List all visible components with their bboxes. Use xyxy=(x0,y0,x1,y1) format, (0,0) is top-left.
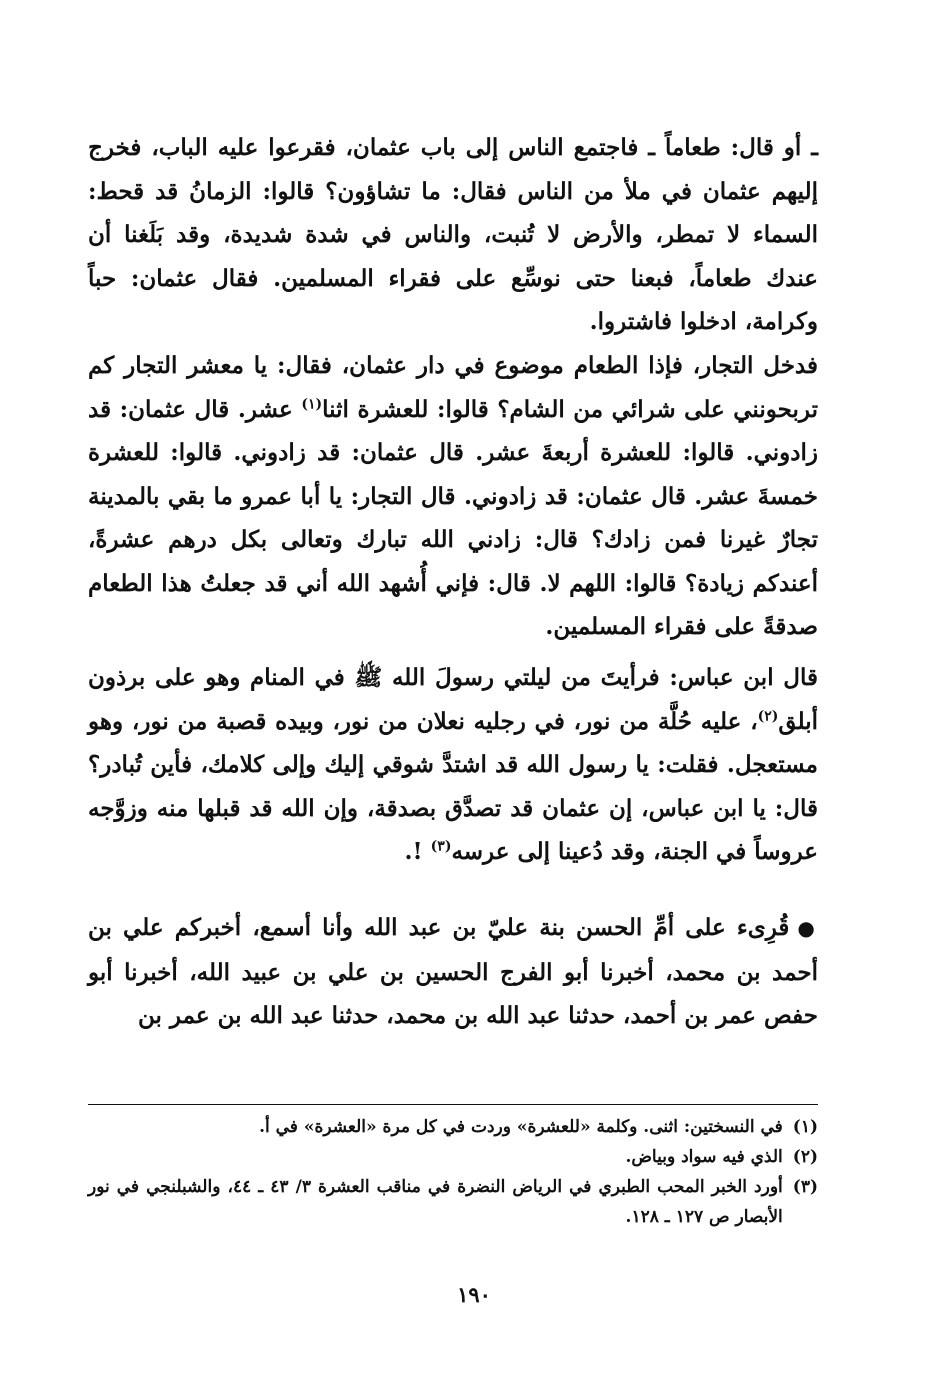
paragraph-2 xyxy=(88,344,818,649)
footnote-divider xyxy=(88,1104,818,1105)
paragraph-3-text-middle: ، عليه حُلَّة من نور، في رجليه نعلان من نور، وبيده قصبة من نور، وهو مستعجل. فقلت: يا رسول الله قد اشتدَّ شوقي إليك وإلى كلامك، فأين تُبادر؟ قال: يا ابن عباس، إن عثمان قد تصدَّق بصدقة، وإن الله قد قبلها منه وزوَّجه عروساً في الجنة، وقد دُعينا إلى عرسه xyxy=(88,707,818,865)
paragraph-3-text-start: قال ابن عباس: فرأيتَ من ليلتي رسولَ الله ﷺ في المنام وهو على برذون أبلق xyxy=(88,664,818,735)
page-number: ١٩٠ xyxy=(457,1282,491,1307)
footnote-text: أورد الخبر المحب الطبري في الرياض النضرة في مناقب العشرة ٣/ ٤٣ ـ ٤٤، والشبلنجي في نور الأبصار ص ١٢٧ ـ ١٢٨. xyxy=(88,1177,783,1227)
footnote-ref-1: (١) xyxy=(301,395,323,412)
paragraph-2-text-start: فدخل التجار، فإذا الطعام موضوع في دار عثمان، فقال: يا معشر التجار كم تربحونني على شرائي من الشام؟ قالوا: للعشرة اثنا xyxy=(88,352,818,423)
footnotes xyxy=(88,1112,818,1232)
footnote-ref-2: (٢) xyxy=(757,707,779,724)
paragraph-3 xyxy=(88,656,818,874)
paragraph-1 xyxy=(88,126,818,344)
paragraph-3-text-end: !. xyxy=(404,838,423,865)
footnote-1 xyxy=(88,1112,818,1142)
paragraph-4-text: قُرِىء على أمِّ الحسن بنة عليّ بن عبد الله وأنا أسمع، أخبركم علي بن أحمد بن محمد، أخبرنا أبو الفرج الحسين بن علي بن عبيد الله، أخبرنا أبو حفص عمر بن أحمد، حدثنا عبد الله بن محمد، حدثنا عبد الله بن عمر بن xyxy=(88,914,818,1029)
footnote-text: الذي فيه سواد وبياض. xyxy=(625,1147,783,1167)
paragraph-2-text-end: عشر. قال عثمان: قد زادوني. قالوا: للعشرة أربعةَ عشر. قال عثمان: قد زادوني. قالوا: للعشرة خمسةَ عشر. قال عثمان: قد زادوني. قال التجار: يا أبا عمرو ما بقي بالمدينة تجارٌ غيرنا فمن زادك؟ قال: زادني الله تبارك وتعالى بكل درهم عشرةً، أعندكم زيادة؟ قالوا: اللهم لا. قال: فإني أُشهد الله أني قد جعلتُ هذا الطعام صدقةً على فقراء المسلمين. xyxy=(88,395,818,640)
paragraph-1-text: ـ أو قال: طعاماً ـ فاجتمع الناس إلى باب عثمان، فقرعوا عليه الباب، فخرج إليهم عثمان في ملأ من الناس فقال: ما تشاؤون؟ قالوا: الزمانُ قد قحط: السماء لا تمطر، والأرض لا تُنبت، والناس في شدة شديدة، وقد بَلَغنا أن عندك طعاماً، فبعنا حتى نوسِّع على فقراء المسلمين. فقال عثمان: حباً وكرامة، ادخلوا فاشتروا. xyxy=(88,134,818,335)
footnote-text: في النسختين: اثنى. وكلمة «للعشرة» وردت في كل مرة «العشرة» في أ. xyxy=(259,1117,783,1137)
footnote-2 xyxy=(88,1142,818,1172)
bullet-icon: ● xyxy=(797,916,818,940)
footnote-number: (٣) xyxy=(792,1177,818,1197)
paragraph-4 xyxy=(88,906,818,1038)
footnote-ref-3: (٣) xyxy=(430,838,452,855)
footnote-number: (١) xyxy=(792,1117,818,1137)
footnote-number: (٢) xyxy=(792,1147,818,1167)
footnote-3 xyxy=(88,1172,818,1232)
